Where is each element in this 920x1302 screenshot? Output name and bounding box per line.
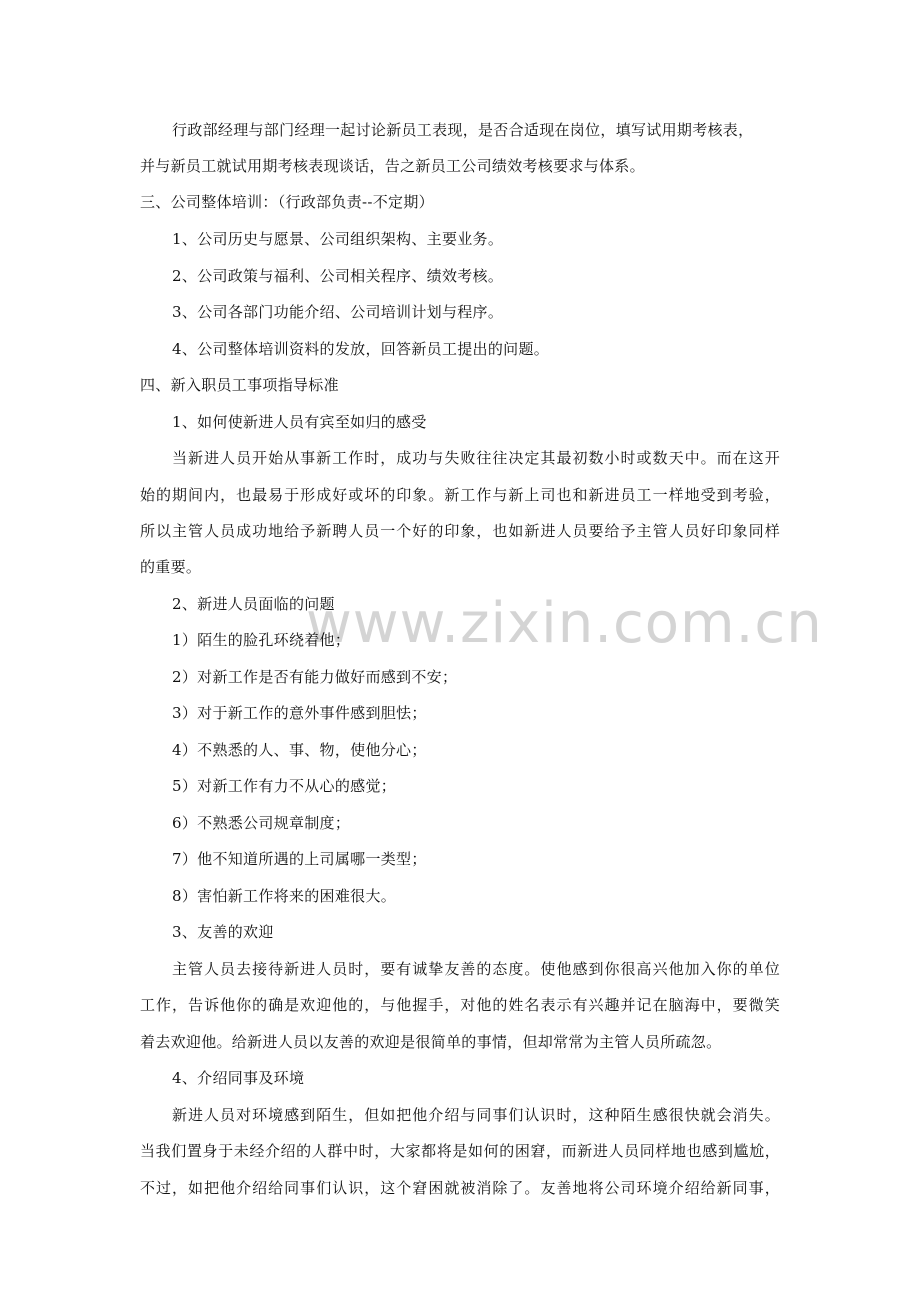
list-item: 2）对新工作是否有能力做好而感到不安； (172, 668, 458, 686)
list-item: 8）害怕新工作将来的困难很大。 (172, 887, 397, 905)
paragraph-line: 新进人员对环境感到陌生，但如把他介绍与同事们认识时，这种陌生感很快就会消失。 (172, 1106, 780, 1124)
section-heading: 四、新入职员工事项指导标准 (140, 376, 339, 394)
subsection-heading: 4、介绍同事及环境 (172, 1069, 305, 1087)
list-item: 1）陌生的脸孔环绕着他； (172, 631, 351, 649)
paragraph-line: 行政部经理与部门经理一起讨论新员工表现，是否合适现在岗位，填写试用期考核表， (172, 121, 754, 139)
paragraph-line: 始的期间内，也最易于形成好或坏的印象。新工作与新上司也和新进员工一样地受到考验， (140, 486, 780, 504)
paragraph-line: 不过，如把他介绍给同事们认识，这个窘困就被消除了。友善地将公司环境介绍给新同事， (140, 1179, 780, 1197)
paragraph-line: 并与新员工就试用期考核表现谈话，告之新员工公司绩效考核要求与体系。 (140, 157, 645, 175)
paragraph-line: 主管人员去接待新进人员时，要有诚挚友善的态度。使他感到你很高兴他加入你的单位 (172, 960, 780, 978)
list-item: 3）对于新工作的意外事件感到胆怯； (172, 704, 427, 722)
paragraph-line: 当我们置身于未经介绍的人群中时，大家都将是如何的困窘，而新进人员同样地也感到尴尬， (140, 1142, 780, 1160)
list-item: 2、公司政策与福利、公司相关程序、绩效考核。 (172, 267, 504, 285)
section-heading: 三、公司整体培训：（行政部负责--不定期） (140, 193, 434, 211)
subsection-heading: 2、新进人员面临的问题 (172, 595, 335, 613)
subsection-heading: 3、友善的欢迎 (172, 923, 274, 941)
paragraph-line: 当新进人员开始从事新工作时，成功与失败往往决定其最初数小时或数天中。而在这开 (172, 449, 780, 467)
list-item: 5）对新工作有力不从心的感觉； (172, 777, 397, 795)
paragraph-line: 工作，告诉他你的确是欢迎他的，与他握手，对他的姓名表示有兴趣并记在脑海中，要微笑 (140, 996, 780, 1014)
list-item: 6）不熟悉公司规章制度； (172, 814, 351, 832)
list-item: 4）不熟悉的人、事、物，使他分心； (172, 741, 427, 759)
list-item: 4、公司整体培训资料的发放，回答新员工提出的问题。 (172, 340, 550, 358)
subsection-heading: 1、如何使新进人员有宾至如归的感受 (172, 413, 427, 431)
list-item: 1、公司历史与愿景、公司组织架构、主要业务。 (172, 230, 504, 248)
list-item: 7）他不知道所遇的上司属哪一类型； (172, 850, 427, 868)
paragraph-line: 所以主管人员成功地给予新聘人员一个好的印象，也如新进人员要给予主管人员好印象同样 (140, 522, 780, 540)
paragraph-line: 的重要。 (140, 558, 202, 576)
paragraph-line: 着去欢迎他。给新进人员以友善的欢迎是很简单的事情，但却常常为主管人员所疏忽。 (140, 1033, 722, 1051)
list-item: 3、公司各部门功能介绍、公司培训计划与程序。 (172, 303, 504, 321)
watermark: www.zixin.com.cn (306, 591, 823, 656)
